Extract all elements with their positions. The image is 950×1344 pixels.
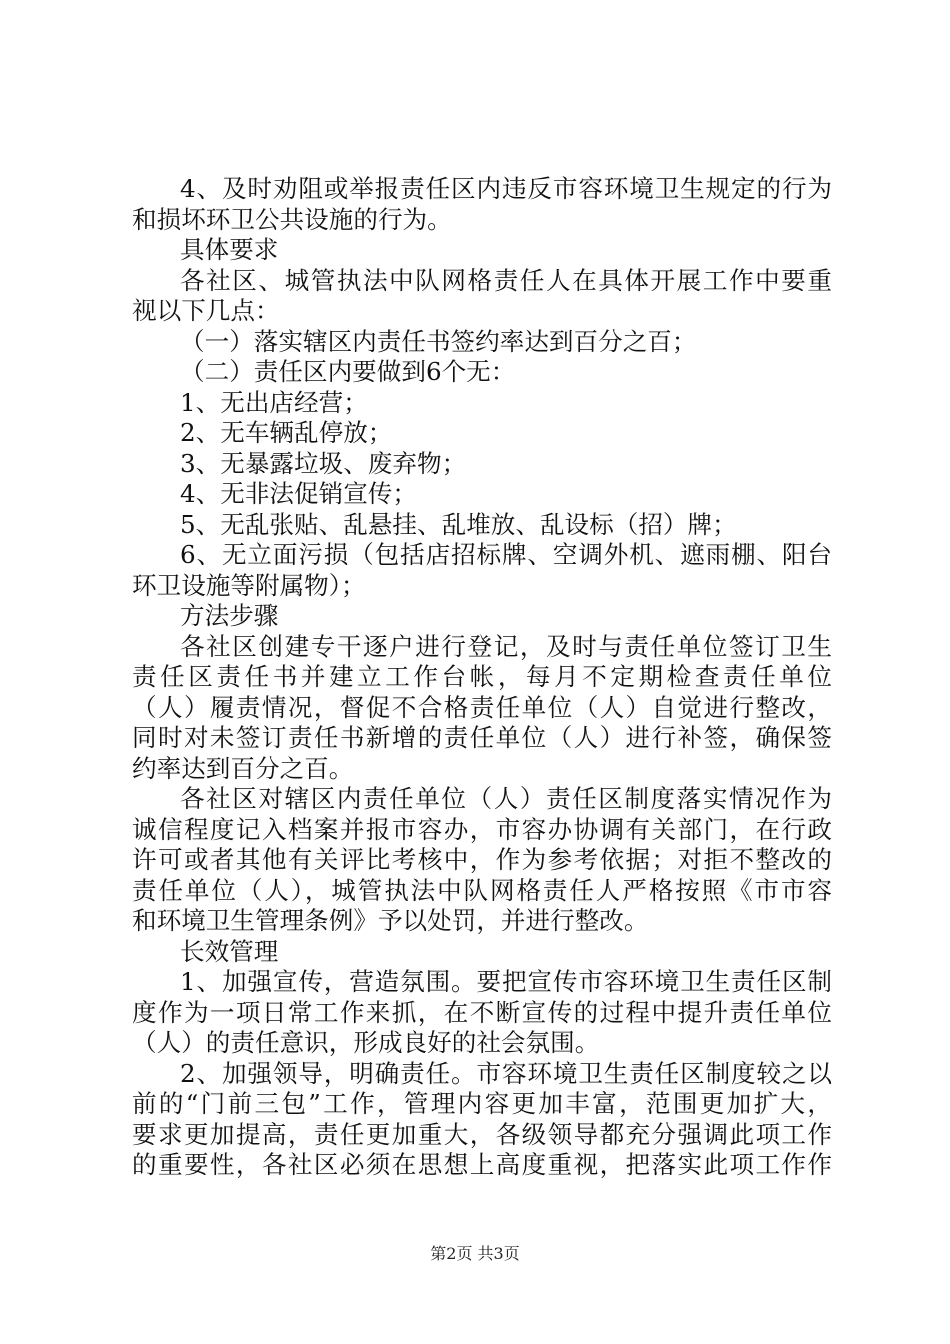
text-line: 度作为一项日常工作来抓，在不断宣传的过程中提升责任单位 bbox=[132, 997, 832, 1027]
text-line: 6、无立面污损（包括店招标牌、空调外机、遮雨棚、阳台 bbox=[180, 540, 832, 569]
page-number-footer: 第2页 共3页 bbox=[430, 1244, 520, 1263]
text-line: 4、无非法促销宣传； bbox=[180, 479, 417, 508]
text-line: 和损坏环卫公共设施的行为。 bbox=[132, 204, 452, 234]
document-body bbox=[132, 174, 832, 1181]
text-line: 具体要求 bbox=[180, 235, 279, 264]
text-line: 长效管理 bbox=[180, 936, 279, 966]
text-line: 各社区创建专干逐户进行登记，及时与责任单位签订卫生 bbox=[180, 631, 832, 661]
text-line: 2、无车辆乱停放； bbox=[180, 418, 393, 447]
text-line: 各社区对辖区内责任单位（人）责任区制度落实情况作为 bbox=[180, 784, 832, 813]
text-line: 同时对未签订责任书新增的责任单位（人）进行补签，确保签 bbox=[132, 723, 832, 752]
text-line: 诚信程度记入档案并报市容办，市容办协调有关部门，在行政 bbox=[132, 814, 832, 844]
text-line: （二）责任区内要做到6个无： bbox=[180, 357, 516, 386]
text-line: 5、无乱张贴、乱悬挂、乱堆放、乱设标（招）牌； bbox=[180, 509, 737, 539]
text-line: 1、加强宣传，营造氛围。要把宣传市容环境卫生责任区制 bbox=[180, 967, 832, 996]
text-line: 和环境卫生管理条例》予以处罚，并进行整改。 bbox=[132, 906, 649, 935]
text-line: 1、无出店经营； bbox=[180, 387, 368, 417]
text-line: 责任单位（人），城管执法中队网格责任人严格按照《市市容 bbox=[132, 875, 832, 905]
text-line: 许可或者其他有关评比考核中，作为参考依据；对拒不整改的 bbox=[132, 845, 832, 874]
text-line: 3、无暴露垃圾、废弃物； bbox=[180, 448, 467, 478]
text-line: 环卫设施等附属物）； bbox=[132, 570, 366, 600]
text-line: 约率达到百分之百。 bbox=[132, 753, 354, 783]
text-line: 前的“门前三包”工作，管理内容更加丰富，范围更加扩大， bbox=[132, 1089, 832, 1118]
text-line: （一）落实辖区内责任书签约率达到百分之百； bbox=[180, 326, 697, 356]
text-line: 2、加强领导，明确责任。市容环境卫生责任区制度较之以 bbox=[180, 1058, 832, 1088]
text-line: （人）的责任意识，形成良好的社会氛围。 bbox=[132, 1028, 600, 1057]
text-line: 4、及时劝阻或举报责任区内违反市容环境卫生规定的行为 bbox=[180, 174, 832, 203]
text-line: 方法步骤 bbox=[180, 601, 279, 630]
text-line: 责任区责任书并建立工作台帐，每月不定期检查责任单位 bbox=[132, 662, 832, 691]
text-line: 的重要性，各社区必须在思想上高度重视，把落实此项工作作 bbox=[132, 1150, 832, 1179]
text-line: （人）履责情况，督促不合格责任单位（人）自觉进行整改， bbox=[132, 692, 832, 722]
text-line: 视以下几点： bbox=[132, 296, 280, 325]
text-line: 各社区、城管执法中队网格责任人在具体开展工作中要重 bbox=[180, 265, 832, 295]
text-line: 要求更加提高，责任更加重大，各级领导都充分强调此项工作 bbox=[132, 1119, 832, 1149]
